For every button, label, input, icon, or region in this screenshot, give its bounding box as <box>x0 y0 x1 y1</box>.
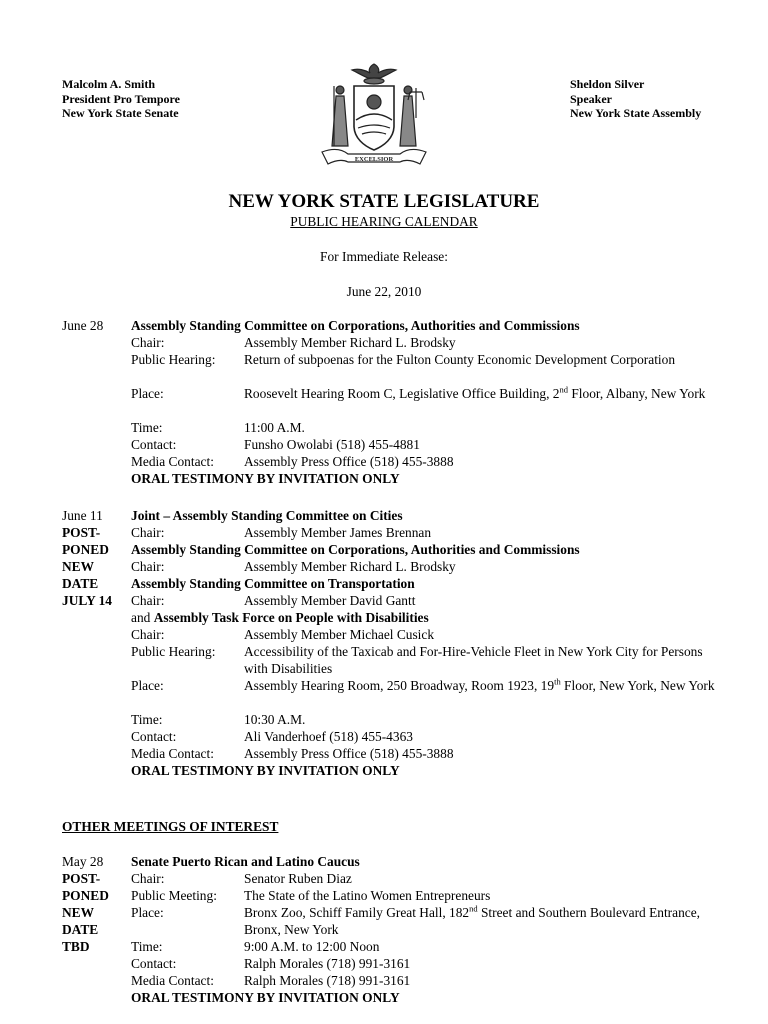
contact-label: Contact: <box>131 956 177 971</box>
time-value: 10:30 A.M. <box>244 712 306 727</box>
hearing-event-june-28 <box>62 317 722 487</box>
testimony-note: ORAL TESTIMONY BY INVITATION ONLY <box>131 990 400 1005</box>
chair-label: Chair: <box>131 525 165 540</box>
media-contact-value: Ralph Morales (718) 991-3161 <box>244 973 411 988</box>
contact-label: Contact: <box>131 437 177 452</box>
postponed-label: POST- <box>62 871 101 886</box>
new-date-label: NEW <box>62 559 94 574</box>
hearing-value: Accessibility of the Taxicab and For-Hire-Vehicle Fleet in New York City for Persons with Disabilities <box>244 644 703 676</box>
place-value: Bronx Zoo, Schiff Family Great Hall, 182nd Street and Southern Boulevard Entrance, Bronx, New York <box>244 903 701 937</box>
chair-label: Chair: <box>131 335 165 350</box>
media-contact-label: Media Contact: <box>131 746 214 761</box>
contact-value: Funsho Owolabi (518) 455-4881 <box>244 437 420 452</box>
senate-leader-name: Malcolm A. Smith <box>62 77 155 91</box>
senate-leader-block <box>62 77 180 121</box>
assembly-leader-block <box>570 77 701 121</box>
place-label: Place: <box>131 905 164 920</box>
meeting-event-may-28 <box>62 853 722 1006</box>
other-meetings-heading: OTHER MEETINGS OF INTEREST <box>62 819 279 834</box>
new-york-state-seal <box>318 58 430 170</box>
meeting-value: The State of the Latino Women Entrepreneurs <box>244 888 491 903</box>
place-value: Assembly Hearing Room, 250 Broadway, Room 1923, 19th Floor, New York, New York <box>244 676 715 693</box>
chair-label: Chair: <box>131 627 165 642</box>
chair-value: Assembly Member Richard L. Brodsky <box>244 559 456 574</box>
chair-value: Senator Ruben Diaz <box>244 871 352 886</box>
chair-value: Assembly Member Michael Cusick <box>244 627 435 642</box>
postponed-label: POST- <box>62 525 101 540</box>
chair-label: Chair: <box>131 871 165 886</box>
original-date: June 11 <box>62 508 103 523</box>
contact-value: Ali Vanderhoef (518) 455-4363 <box>244 729 413 744</box>
media-contact-label: Media Contact: <box>131 973 214 988</box>
chair-value: Assembly Member James Brennan <box>244 525 432 540</box>
media-contact-value: Assembly Press Office (518) 455-3888 <box>244 454 454 469</box>
new-date-value: JULY 14 <box>62 593 112 608</box>
committee-name: Assembly Standing Committee on Corporations, Authorities and Commissions <box>131 542 580 557</box>
senate-name: New York State Senate <box>62 106 179 120</box>
original-date: May 28 <box>62 854 104 869</box>
event-date: June 28 <box>62 318 104 333</box>
chair-value: Assembly Member Richard L. Brodsky <box>244 335 456 350</box>
committee-name: Senate Puerto Rican and Latino Caucus <box>131 854 360 869</box>
document-subtitle: PUBLIC HEARING CALENDAR <box>290 214 478 229</box>
chair-label: Chair: <box>131 559 165 574</box>
chair-label: Chair: <box>131 593 165 608</box>
contact-value: Ralph Morales (718) 991-3161 <box>244 956 411 971</box>
senate-leader-title: President Pro Tempore <box>62 91 180 106</box>
new-date-value: TBD <box>62 939 90 954</box>
document-title: NEW YORK STATE LEGISLATURE <box>228 191 540 212</box>
time-label: Time: <box>131 420 163 435</box>
assembly-leader-name: Sheldon Silver <box>570 77 645 91</box>
time-label: Time: <box>131 712 163 727</box>
hearing-event-july-14 <box>62 507 722 779</box>
media-contact-label: Media Contact: <box>131 454 214 469</box>
seal-motto: EXCELSIOR <box>354 156 394 163</box>
testimony-note: ORAL TESTIMONY BY INVITATION ONLY <box>131 471 400 486</box>
place-label: Place: <box>131 678 164 693</box>
postponed-label: PONED <box>62 542 109 557</box>
hearing-label: Public Hearing: <box>131 352 216 367</box>
postponed-label: PONED <box>62 888 109 903</box>
committee-name: Assembly Standing Committee on Corporations, Authorities and Commissions <box>131 318 580 333</box>
hearing-label: Public Hearing: <box>131 644 216 659</box>
assembly-leader-title: Speaker <box>570 91 612 106</box>
testimony-note: ORAL TESTIMONY BY INVITATION ONLY <box>131 763 400 778</box>
committee-name: Joint – Assembly Standing Committee on Cities <box>131 508 403 523</box>
new-date-label: DATE <box>62 576 99 591</box>
place-label: Place: <box>131 386 164 401</box>
time-value: 9:00 A.M. to 12:00 Noon <box>244 939 380 954</box>
assembly-name: New York State Assembly <box>570 106 702 120</box>
committee-name: and Assembly Task Force on People with Disabilities <box>131 610 429 625</box>
release-line: For Immediate Release: <box>320 249 448 264</box>
time-value: 11:00 A.M. <box>244 420 305 435</box>
place-value: Roosevelt Hearing Room C, Legislative Office Building, 2nd Floor, Albany, New York <box>244 384 706 401</box>
new-date-label: NEW DATE <box>62 905 99 937</box>
hearing-value: Return of subpoenas for the Fulton County Economic Development Corporation <box>244 352 676 367</box>
chair-value: Assembly Member David Gantt <box>244 593 416 608</box>
contact-label: Contact: <box>131 729 177 744</box>
meeting-label: Public Meeting: <box>131 888 217 903</box>
media-contact-value: Assembly Press Office (518) 455-3888 <box>244 746 454 761</box>
committee-name: Assembly Standing Committee on Transportation <box>131 576 415 591</box>
release-date: June 22, 2010 <box>346 284 422 299</box>
time-label: Time: <box>131 939 163 954</box>
